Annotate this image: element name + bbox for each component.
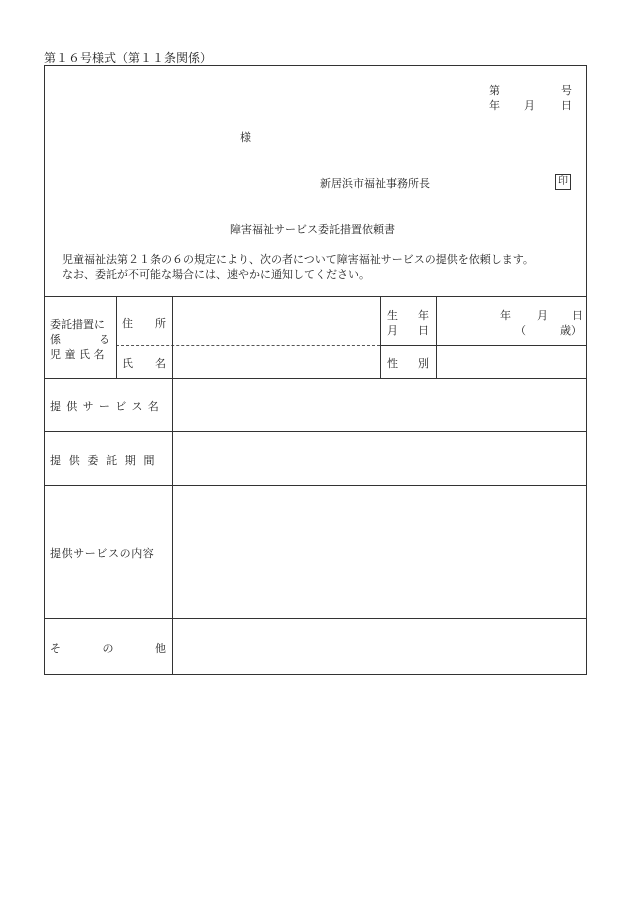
- body-line-1: 児童福祉法第２１条の６の規定により、次の者について障害福祉サービスの提供を依頼します。: [62, 253, 534, 266]
- doc-number-prefix: 第: [489, 84, 500, 97]
- service-content-label: 提供サービスの内容: [50, 547, 155, 560]
- other-field[interactable]: [173, 619, 586, 674]
- seal-mark: 印: [555, 174, 571, 190]
- birth-label-char3: 月: [387, 324, 398, 337]
- birth-month-unit: 月: [537, 309, 548, 322]
- address-field[interactable]: [173, 297, 379, 344]
- document-title: 障害福祉サービス委託措置依頼書: [230, 223, 395, 236]
- age-open-paren: （: [515, 324, 526, 337]
- sex-field[interactable]: [437, 346, 586, 377]
- name-label-char1: 氏: [122, 357, 133, 370]
- other-label-char3: 他: [155, 642, 166, 655]
- birth-label-char1: 生: [387, 309, 398, 322]
- service-name-label: 提供サービス名: [50, 400, 165, 413]
- date-month-label: 月: [524, 99, 535, 112]
- other-label-char2: の: [102, 642, 114, 655]
- child-label-line2-a: 係: [50, 333, 61, 346]
- child-label-line3: 児童氏名: [50, 348, 108, 361]
- birth-label-line2: [387, 322, 429, 338]
- service-content-field[interactable]: [173, 486, 586, 617]
- date-year-label: 年: [489, 99, 500, 112]
- other-label-char1: そ: [50, 642, 61, 655]
- other-label: [50, 640, 166, 656]
- subheader-column-divider: [116, 296, 117, 378]
- address-label-char2: 所: [155, 317, 166, 330]
- age-unit: 歳）: [560, 324, 582, 337]
- sex-label-char1: 性: [387, 357, 398, 370]
- body-line-2: なお、委託が不可能な場合には、速やかに通知してください。: [62, 268, 370, 281]
- doc-number-suffix: 号: [561, 84, 572, 97]
- child-label-line2-b: る: [99, 333, 110, 346]
- service-period-field[interactable]: [173, 432, 586, 484]
- form-number: 第１６号様式（第１１条関係）: [44, 51, 213, 65]
- date-day-label: 日: [561, 99, 572, 112]
- sex-label: [387, 355, 429, 371]
- name-label-char2: 名: [155, 357, 166, 370]
- addressee-honorific: 様: [240, 131, 251, 144]
- birth-label-line1: [387, 307, 429, 323]
- name-label: [122, 355, 166, 371]
- birth-label-char2: 年: [418, 309, 429, 322]
- service-name-field[interactable]: [173, 379, 586, 430]
- address-label-char1: 住: [122, 317, 133, 330]
- address-label: [122, 315, 166, 331]
- sender-name: 新居浜市福祉事務所長: [320, 177, 430, 190]
- birth-day-unit: 日: [572, 309, 583, 322]
- child-label-line1: 委託措置に: [50, 318, 105, 331]
- child-label-line2: [50, 331, 110, 347]
- service-period-label: 提供委託期間: [50, 454, 163, 467]
- birth-label-left-divider: [380, 296, 381, 378]
- birth-label-char4: 日: [418, 324, 429, 337]
- sex-label-char2: 別: [418, 357, 429, 370]
- birth-year-unit: 年: [500, 309, 511, 322]
- name-field[interactable]: [173, 346, 379, 377]
